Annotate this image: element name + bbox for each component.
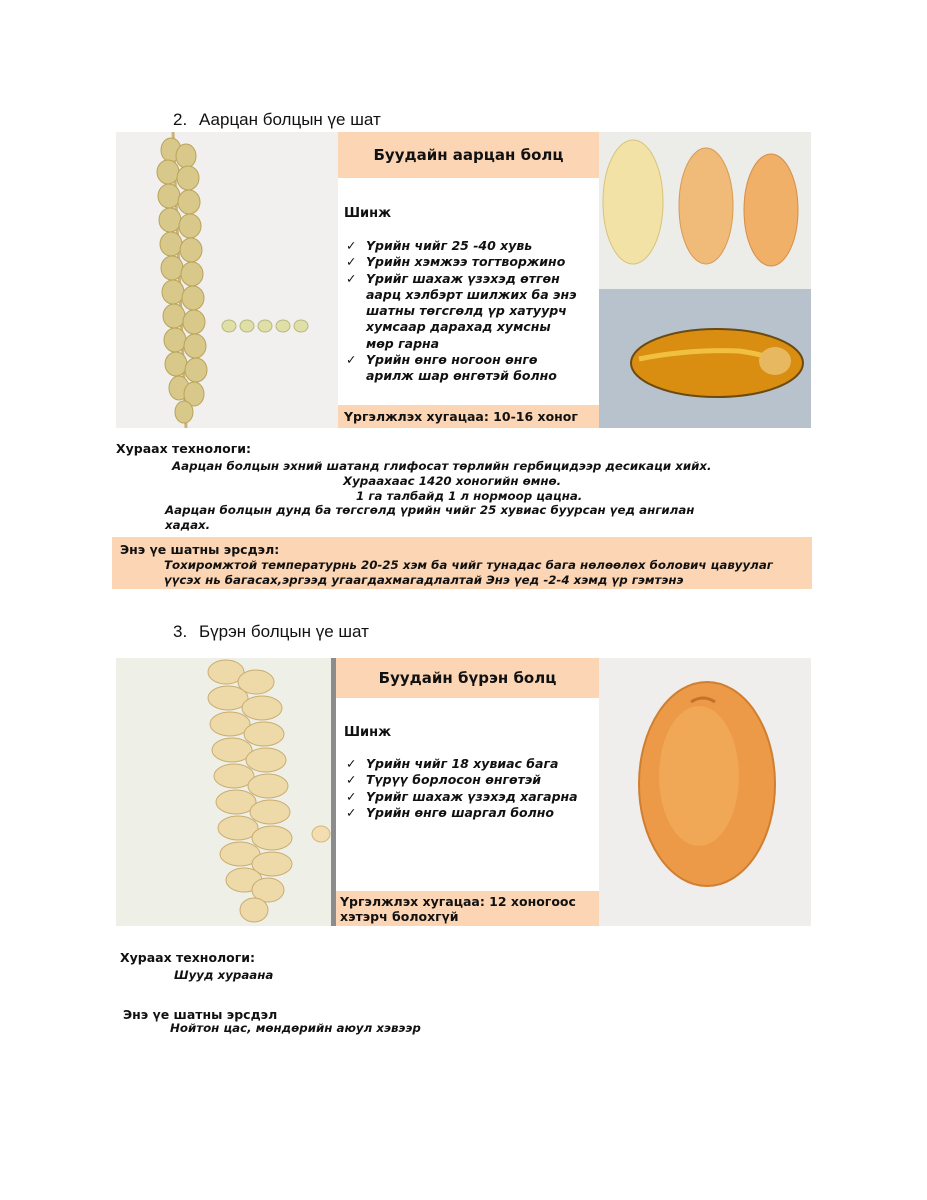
list-item: ✓ Түрүү борлосон өнгөтэй (346, 772, 542, 788)
cut-kernel-photo (599, 289, 811, 428)
wheat-ear-photo-ripe (116, 658, 331, 926)
section-3-heading: 3. Бүрэн болцын үе шат (173, 622, 369, 641)
harvest-line: 1 га талбайд 1 л нормоор цацна. (356, 489, 583, 503)
cut-kernel-illustration (599, 289, 811, 428)
ripe-kernel-illustration (599, 658, 811, 926)
harvest-label: Хураах технологи: (120, 950, 256, 965)
kernels-illustration (599, 132, 811, 289)
list-item: ✓ Үрийн хэмжээ тогтворжино (346, 254, 566, 270)
signs-label: Шинж (344, 725, 392, 740)
card-title: Буудайн аарцан болц (338, 132, 599, 178)
check-icon: ✓ (346, 756, 357, 771)
milk-stage-card (338, 132, 599, 428)
harvest-line: Аарцан болцын эхний шатанд глифосат төрлийн гербицидээр десикаци хийх. (172, 459, 712, 473)
wheat-ear-photo-milk (116, 132, 338, 428)
check-icon: ✓ (346, 238, 357, 253)
check-icon: ✓ (346, 772, 357, 788)
list-item: ✓ Үрийг шахаж үзэхэд өтгөн аарц хэлбэрт шилжих ба энэ шатны төгсгөлд үр хатуурч хумсаар дарахад хумсны мөр гарна (346, 270, 577, 351)
ripe-kernel-photo (599, 658, 811, 926)
card-title: Буудайн бүрэн болц (336, 658, 599, 698)
wheat-ear-illustration (116, 132, 338, 428)
ripe-ear-illustration (116, 658, 331, 926)
harvest-line: Аарцан болцын дунд ба төгсгөлд үрийн чийг 25 хувиас буурсан үед ангилан хадах. (165, 503, 695, 532)
signs-list (344, 756, 594, 821)
duration: Үргэлжлэх хугацаа: 10-16 хоног (338, 405, 599, 428)
signs-label: Шинж (344, 206, 392, 221)
harvest-text: Шууд хураана (174, 968, 274, 982)
full-ripe-card (336, 658, 599, 926)
list-item: ✓ Үрийн өнгө ногоон өнгө арилж шар өнгөтэй болно (346, 352, 557, 384)
check-icon: ✓ (346, 352, 357, 368)
section-2-heading: 2. Аарцан болцын үе шат (173, 110, 381, 129)
check-icon: ✓ (346, 804, 357, 820)
list-item: ✓ Үрийг шахаж үзэхэд хагарна (346, 788, 578, 804)
signs-list (344, 238, 580, 385)
list-item: ✓ Үрийн чийг 18 хувиас бага (346, 756, 559, 771)
list-item: ✓ Үрийн өнгө шаргал болно (346, 804, 555, 820)
risk-label: Энэ үе шатны эрсдэл: (120, 542, 280, 557)
risk-text: Нойтон цас, мөндөрийн аюул хэвээр (170, 1021, 421, 1035)
harvest-label: Хураах технологи: (116, 441, 252, 456)
kernels-photo (599, 132, 811, 289)
risk-line: Тохиромжтой температурнь 20-25 хэм ба чийг тунадас бага нөлөөлөх болович цавуулаг (164, 558, 773, 572)
risk-label: Энэ үе шатны эрсдэл (123, 1007, 278, 1022)
duration: Үргэлжлэх хугацаа: 12 хоногоос хэтэрч болохгүй (336, 891, 599, 926)
risk-box (112, 537, 812, 589)
harvest-line: Хураахаас 1420 хоногийн өмнө. (343, 474, 562, 488)
check-icon: ✓ (346, 270, 357, 286)
check-icon: ✓ (346, 788, 357, 804)
list-item: ✓ Үрийн чийг 25 -40 хувь (346, 238, 533, 253)
risk-line: үүсэх нь багасах,эргээд угаагдахмагадлалтай Энэ үед -2-4 хэмд үр гэмтэнэ (164, 573, 684, 587)
check-icon: ✓ (346, 254, 357, 270)
